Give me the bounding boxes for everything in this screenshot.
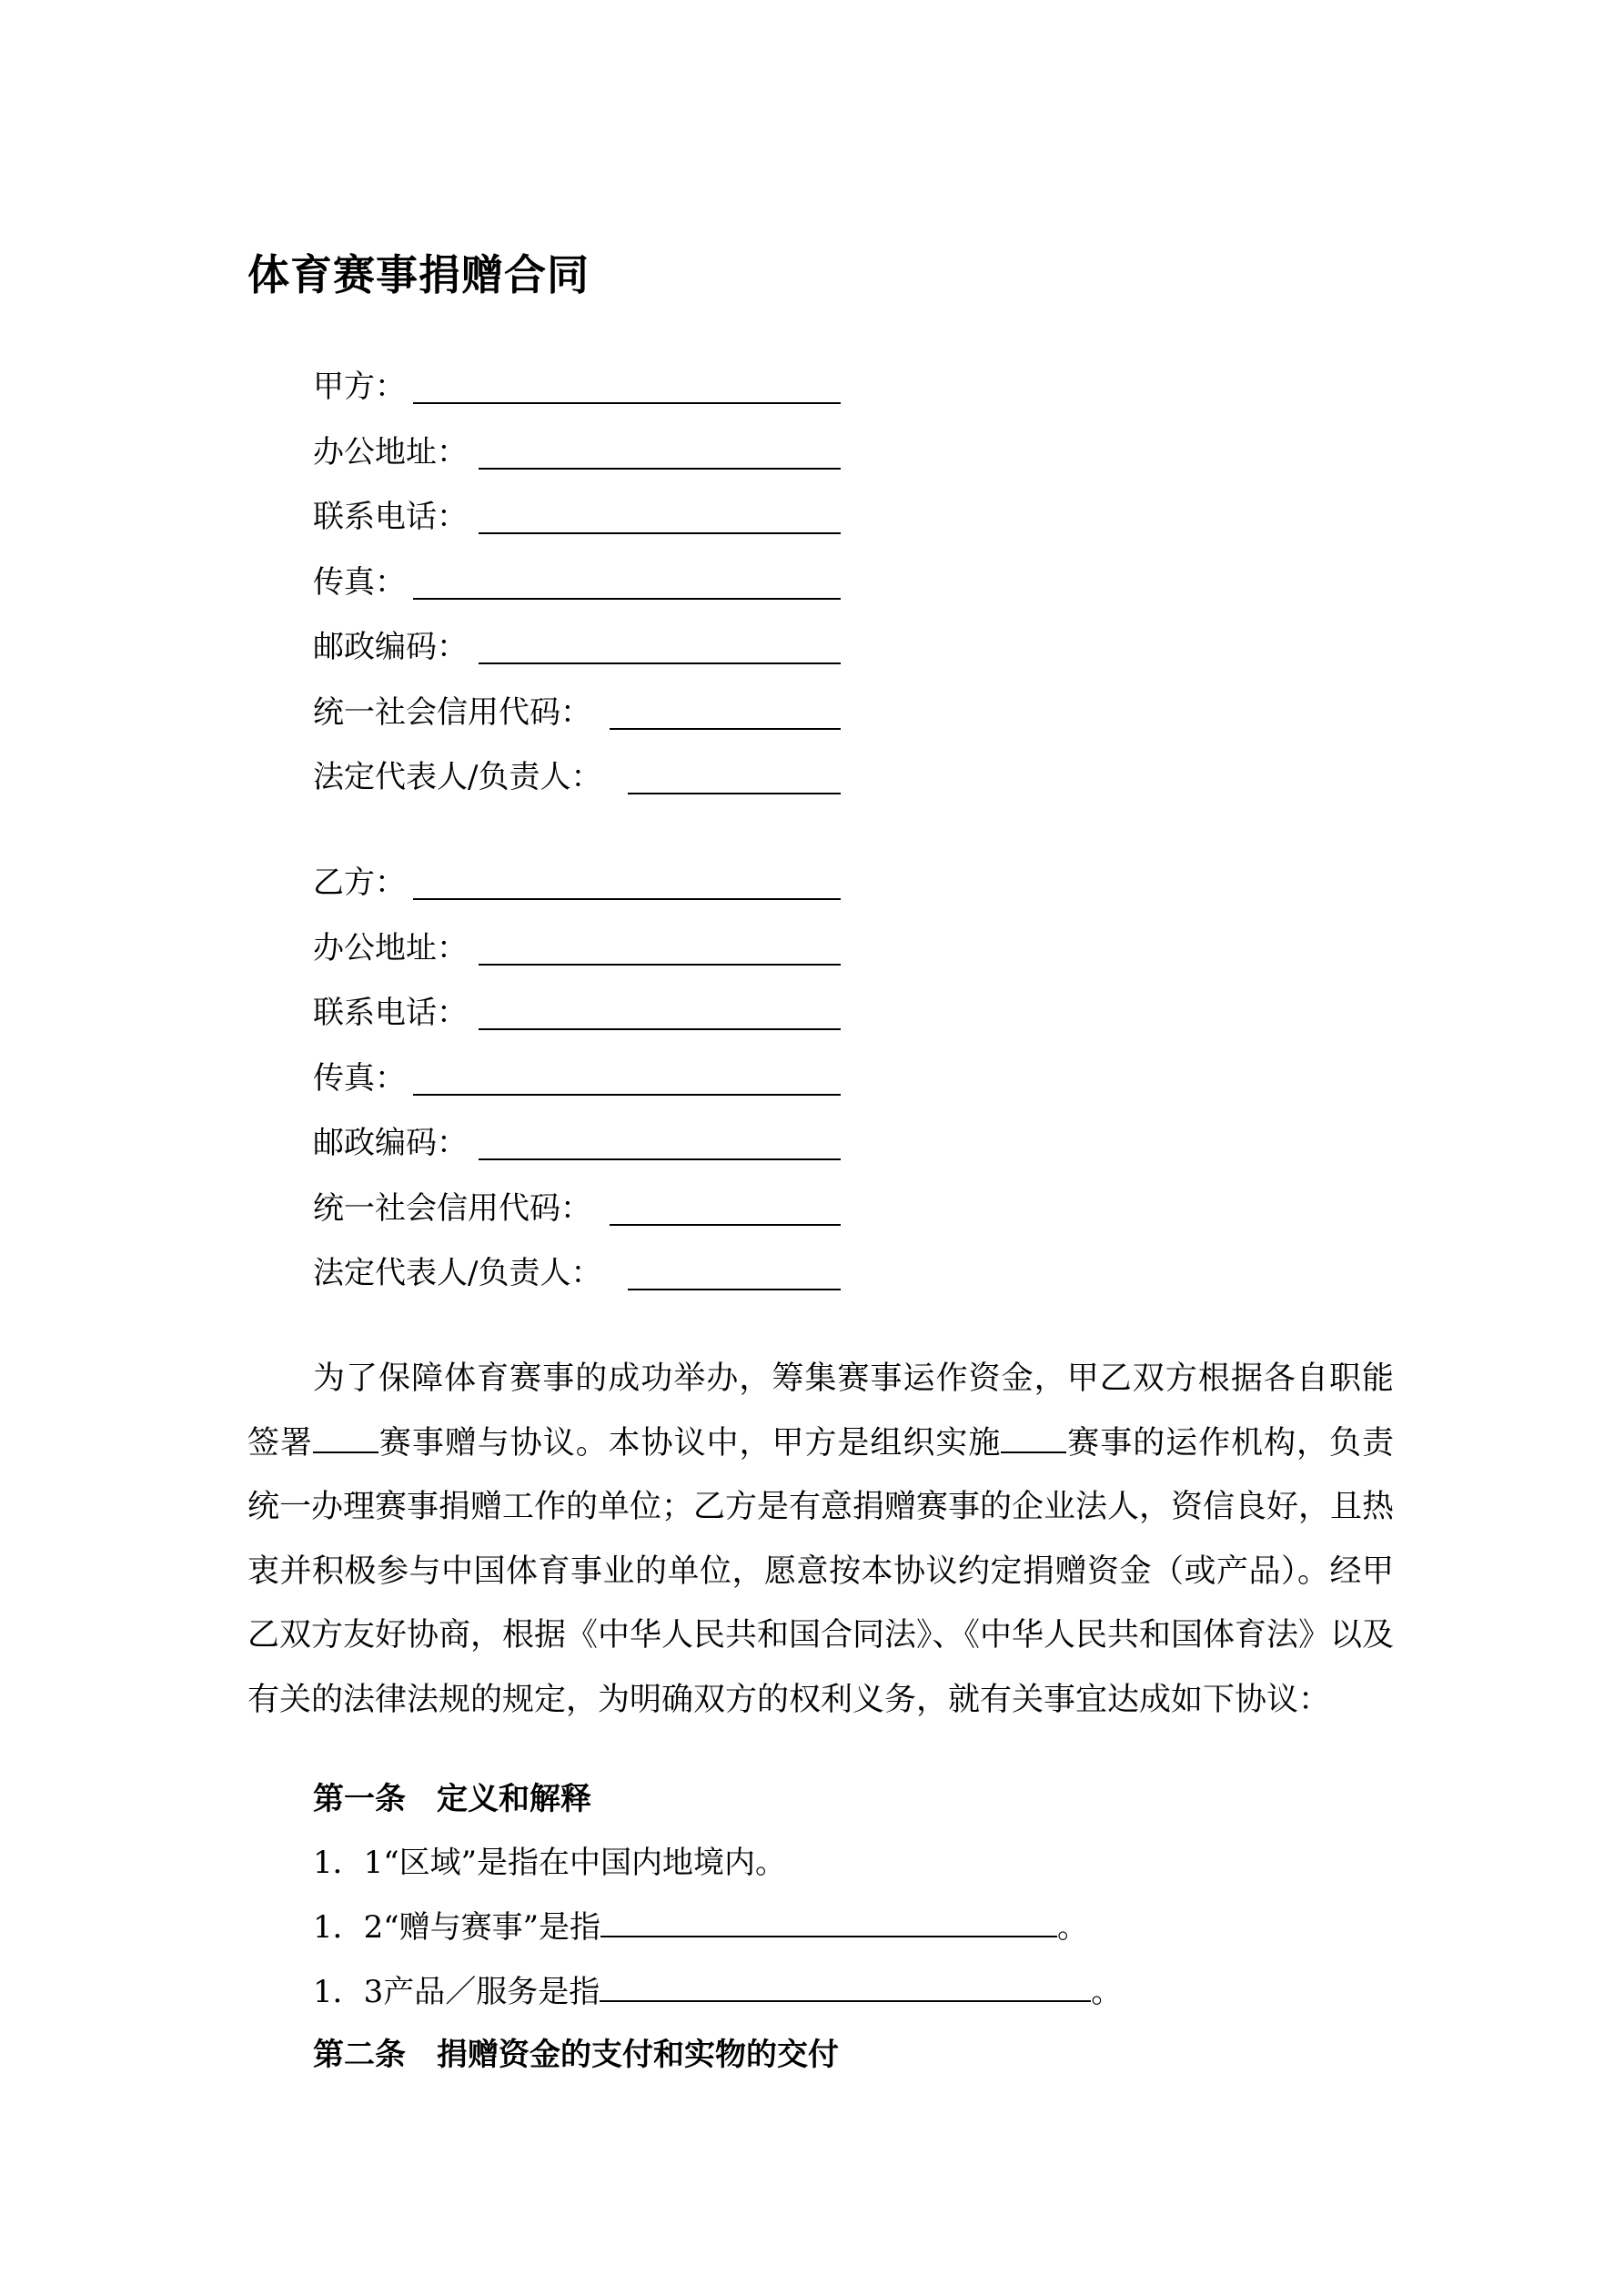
fill-in-blank[interactable]: [479, 468, 841, 470]
party-b-name-field: [313, 860, 841, 925]
field-label: 乙方：: [313, 865, 406, 901]
party-b-fields: [313, 860, 841, 1316]
party-a-legal-rep-field: [313, 754, 841, 820]
field-label: 邮政编码：: [313, 1125, 468, 1161]
party-b-credit-code-field: [313, 1186, 841, 1251]
event-name-blank[interactable]: [1001, 1424, 1066, 1453]
field-label: 联系电话：: [313, 995, 468, 1031]
field-label: 办公地址：: [313, 433, 468, 470]
fill-in-blank[interactable]: [479, 964, 841, 966]
party-b-legal-rep-field: [313, 1250, 841, 1316]
preamble-text-1: 为了保障体育赛事的成功举办，筹集赛事运作资金，甲乙双方根据各自职能签署: [247, 1360, 1394, 1462]
party-a-address-field: [313, 430, 841, 495]
field-label: 统一社会信用代码：: [313, 693, 591, 731]
fill-in-blank[interactable]: [628, 793, 841, 794]
clause-1-2: [313, 1905, 1088, 1950]
party-a-postcode-field: [313, 624, 841, 690]
clause-1-1: [313, 1840, 786, 1886]
party-b-phone-field: [313, 990, 841, 1056]
clause-text: 1．2“赠与赛事”是指: [313, 1909, 601, 1946]
clause-end: 。: [1057, 1909, 1089, 1946]
party-b-fax-field: [313, 1056, 841, 1121]
fill-in-blank[interactable]: [610, 1224, 841, 1226]
fill-in-blank[interactable]: [479, 663, 841, 664]
clause-text: 1．3产品／服务是指: [313, 1974, 600, 2010]
field-label: 传真：: [313, 1059, 406, 1097]
preamble-text-3: 赛事的运作机构，负责统一办理赛事捐赠工作的单位；乙方是有意捐赠赛事的企业法人，资信良好，且热衷并积极参与中国体育事业的单位，愿意按本协议约定捐赠资金（或产品）。经甲乙双方友好协商，根据《中华人民共和国合同法》、《中华人民共和国体育法》以及有关的法律法规的规定，为明确双方的权利义务，就有关事宜达成如下协议：: [247, 1424, 1395, 1718]
clause-end: 。: [1091, 1974, 1123, 2010]
fill-in-blank[interactable]: [479, 1028, 841, 1030]
clause-1-3: [313, 1969, 1122, 2015]
fill-in-blank[interactable]: [413, 898, 841, 900]
party-a-phone-field: [313, 494, 841, 560]
preamble-paragraph: [247, 1347, 1394, 1732]
field-label: 统一社会信用代码：: [313, 1189, 591, 1227]
article-2-heading: 第二条 捐赠资金的支付和实物的交付: [313, 2037, 839, 2073]
party-a-fields: [313, 364, 841, 820]
fill-in-blank[interactable]: [610, 728, 841, 730]
preamble-text-2: 赛事赠与协议。本协议中，甲方是组织实施: [378, 1424, 1002, 1462]
party-a-name-field: [313, 364, 841, 430]
party-b-postcode-field: [313, 1120, 841, 1186]
event-name-blank[interactable]: [313, 1424, 378, 1453]
field-label: 甲方：: [313, 369, 406, 405]
field-label: 邮政编码：: [313, 629, 468, 665]
fill-in-blank[interactable]: [413, 1094, 841, 1096]
party-a-credit-code-field: [313, 690, 841, 755]
fill-in-blank[interactable]: [413, 598, 841, 600]
field-label: 传真：: [313, 563, 406, 601]
fill-in-blank[interactable]: [628, 1289, 841, 1290]
fill-in-blank[interactable]: [479, 532, 841, 534]
party-a-fax-field: [313, 560, 841, 625]
fill-in-blank[interactable]: [413, 402, 841, 404]
fill-in-blank[interactable]: [479, 1158, 841, 1160]
article-1-heading: 第一条 定义和解释: [313, 1781, 591, 1817]
field-label: 法定代表人/负责人：: [313, 759, 602, 795]
field-label: 法定代表人/负责人：: [313, 1255, 602, 1291]
fill-in-blank[interactable]: [600, 1908, 1057, 1937]
field-label: 联系电话：: [313, 499, 468, 535]
party-b-address-field: [313, 925, 841, 991]
document-title: 体育赛事捐赠合同: [247, 250, 590, 299]
fill-in-blank[interactable]: [600, 1973, 1091, 2002]
clause-text: 1．1“区域”是指在中国内地境内。: [313, 1845, 787, 1881]
field-label: 办公地址：: [313, 929, 468, 966]
